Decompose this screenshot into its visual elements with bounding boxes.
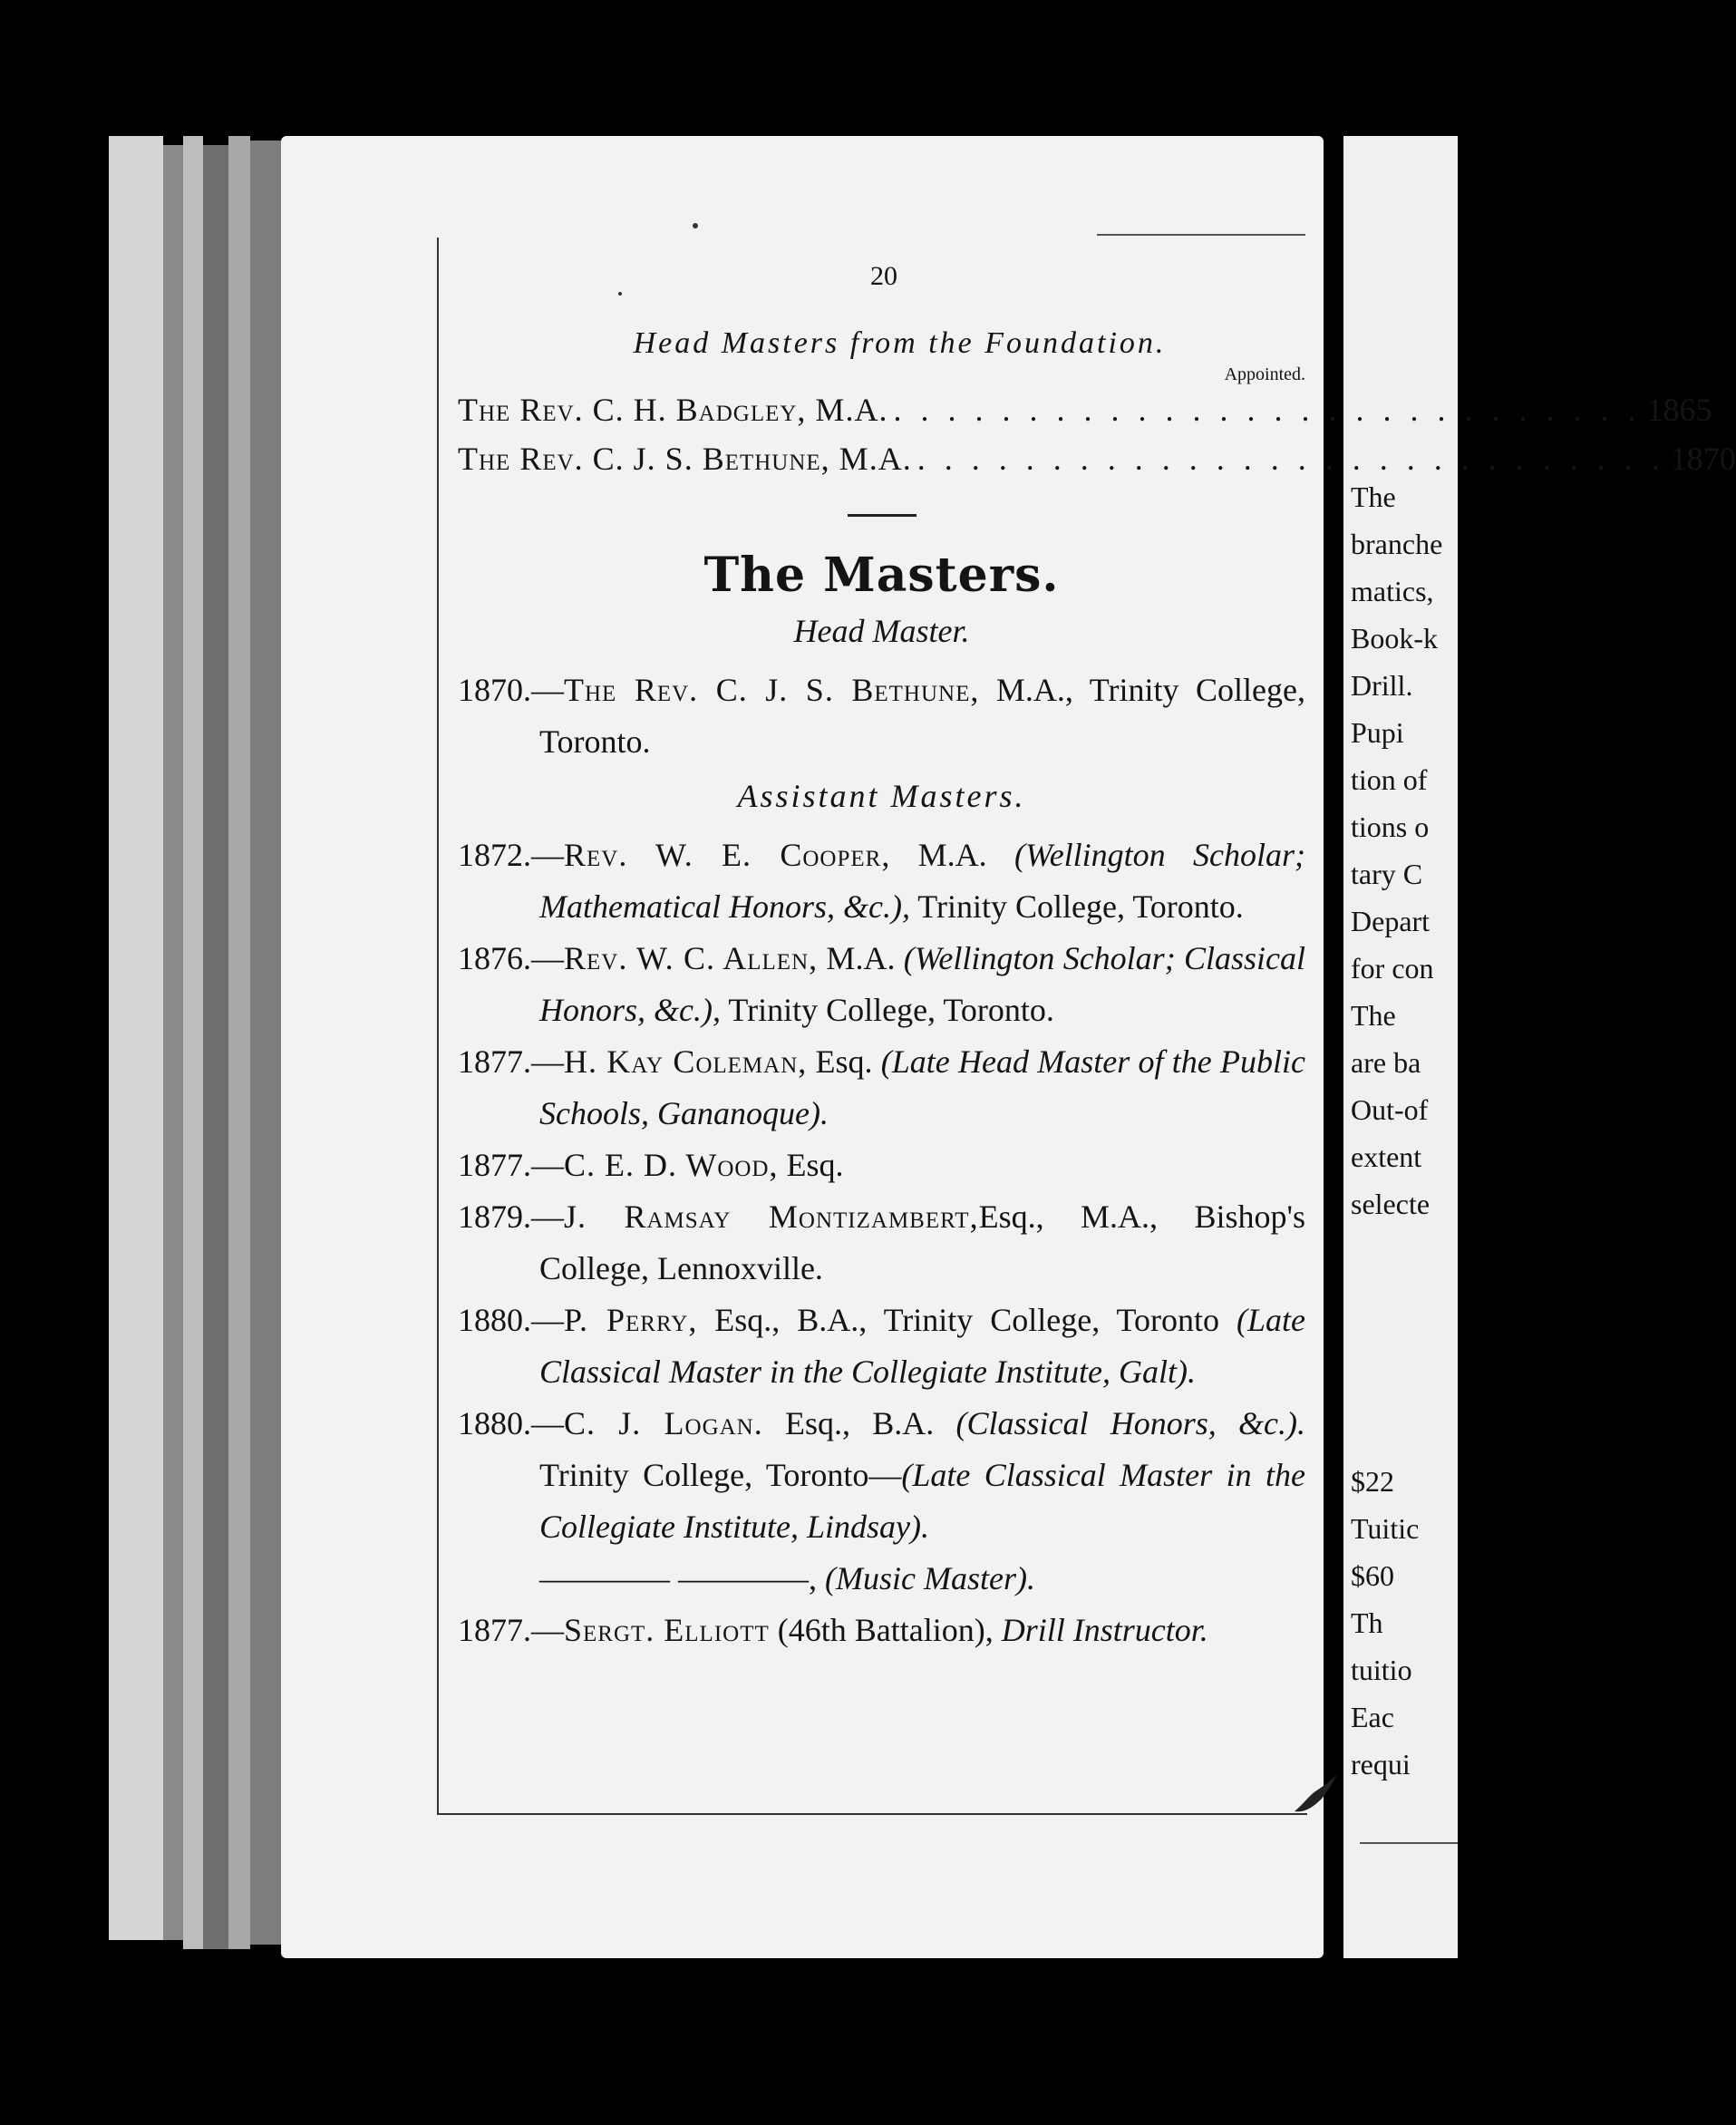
right-page-text-bottom	[1351, 1458, 1419, 1788]
entry-year: 1879.—	[458, 1198, 564, 1235]
entry-note: (Late Head Master of the Public Schools, Gananoque).	[539, 1043, 1305, 1131]
entry-year: 1872.—	[458, 837, 564, 873]
masters-title: The Masters.	[703, 548, 1060, 603]
right-line: Th	[1351, 1606, 1383, 1639]
entry-year: 1877.—	[458, 1043, 564, 1080]
entry-year: 1877.—	[458, 1612, 564, 1648]
entry-note: Drill Instructor.	[1001, 1612, 1208, 1648]
music-master-note: (Music Master).	[817, 1560, 1035, 1596]
book-edge	[228, 136, 250, 1949]
appointed-year: 1870	[1670, 441, 1736, 477]
right-page-rule	[1360, 1842, 1458, 1844]
entry-details: Esq., B.A.	[762, 1405, 956, 1441]
bottom-rule	[437, 1813, 1307, 1815]
right-line: Out-of	[1351, 1093, 1429, 1126]
book-edge	[203, 145, 228, 1949]
foundation-row	[458, 385, 1712, 434]
master-name: The Rev. C. H. Badgley, M.A.	[458, 392, 888, 428]
right-line: Book-k	[1351, 622, 1438, 655]
music-master-line	[458, 1553, 1305, 1605]
right-line: Drill.	[1351, 669, 1413, 702]
foundation-heading: Head Masters from the Foundation.	[633, 326, 1167, 360]
right-line: tion of	[1351, 763, 1428, 796]
entry-tail: Trinity College, Toronto—	[539, 1457, 902, 1493]
ink-speck	[693, 223, 698, 228]
master-entry	[458, 1191, 1305, 1295]
right-line: Tuitic	[1351, 1512, 1420, 1545]
master-entry	[458, 1605, 1305, 1656]
entry-details: Esq., B.A., Trinity College, Toronto	[697, 1302, 1237, 1338]
master-entry	[458, 1295, 1305, 1398]
right-line: tuitio	[1351, 1654, 1412, 1686]
entry-details: M.A., Trinity College, Toronto.	[539, 672, 1305, 760]
appointed-label: Appointed.	[1224, 364, 1305, 384]
entry-name: H. Kay Coleman,	[564, 1043, 808, 1080]
right-line: $22	[1351, 1465, 1394, 1498]
leader-dots: . . . . . . . . . . . . . . . . . . . . . . . . . . . .	[893, 392, 1642, 428]
entry-note: (Wellington Scholar; Classical Honors, &c.),	[539, 940, 1305, 1028]
entry-details: M.A.	[818, 940, 904, 976]
right-line: The	[1351, 999, 1396, 1032]
left-margin-rule	[437, 238, 439, 1815]
appointed-year: 1865	[1646, 392, 1712, 428]
master-entry	[458, 830, 1305, 933]
entry-note: (Classical Honors, &c.).	[955, 1405, 1305, 1441]
right-line: branche	[1351, 528, 1443, 560]
master-entry	[458, 1398, 1305, 1553]
master-entry	[458, 933, 1305, 1036]
book-edge	[183, 136, 203, 1949]
entry-note: (Wellington Scholar; Mathematical Honors, &c.),	[539, 837, 1305, 925]
entry-details: M.A.	[890, 837, 1015, 873]
right-line: extent	[1351, 1140, 1422, 1173]
leader-dots: . . . . . . . . . . . . . . . . . . . . . . . . . . . .	[916, 441, 1665, 477]
entry-name: Sergt. Elliott	[564, 1612, 770, 1648]
right-line: matics,	[1351, 575, 1434, 607]
ink-blot-icon	[1287, 1768, 1342, 1822]
master-entry	[458, 1036, 1305, 1140]
entry-tail: Trinity College, Toronto.	[721, 992, 1054, 1028]
right-line: selecte	[1351, 1188, 1431, 1220]
entry-year: 1870.—	[458, 672, 564, 708]
entry-year: 1880.—	[458, 1302, 564, 1338]
entry-details: Esq.	[807, 1043, 881, 1080]
section-divider	[848, 514, 916, 517]
right-line: Eac	[1351, 1701, 1394, 1733]
entry-details: Esq., M.A., Bishop's College, Lennoxville.	[539, 1198, 1305, 1286]
page-number: 20	[870, 261, 897, 291]
entry-year: 1880.—	[458, 1405, 564, 1441]
book-edge	[163, 145, 183, 1940]
entry-name: J. Ramsay Montizambert,	[564, 1198, 979, 1235]
right-line: are ba	[1351, 1046, 1421, 1079]
right-line: Pupi	[1351, 716, 1404, 749]
entry-name: Rev. W. C. Allen,	[564, 940, 819, 976]
entry-name: C. J. Logan.	[564, 1405, 763, 1441]
right-line: for con	[1351, 952, 1434, 985]
head-master-label: Head Master.	[793, 613, 970, 649]
entry-name: Rev. W. E. Cooper,	[564, 837, 891, 873]
master-entry	[458, 665, 1305, 768]
entry-note-continued: (Late Classical Master in the Collegiate Institute, Lindsay).	[539, 1457, 1305, 1545]
right-line: tary C	[1351, 858, 1423, 890]
right-line: tions o	[1351, 810, 1430, 843]
entry-name: C. E. D. Wood,	[564, 1147, 779, 1183]
top-rule	[1097, 234, 1305, 236]
book-edge	[250, 141, 281, 1945]
blank-name: ———— ————,	[539, 1560, 817, 1596]
entry-name: P. Perry,	[564, 1302, 698, 1338]
ink-speck	[618, 292, 622, 296]
right-line: requi	[1351, 1748, 1411, 1781]
entry-note: (Late Classical Master in the Collegiate Institute, Galt).	[539, 1302, 1305, 1390]
foundation-row	[458, 434, 1736, 483]
book-edge	[109, 136, 163, 1940]
assistant-masters-label: Assistant Masters.	[737, 778, 1026, 814]
entry-year: 1876.—	[458, 940, 564, 976]
entry-name: The Rev. C. J. S. Bethune,	[564, 672, 980, 708]
right-line: $60	[1351, 1559, 1394, 1592]
entry-year: 1877.—	[458, 1147, 564, 1183]
entry-tail: Trinity College, Toronto.	[909, 888, 1244, 925]
right-line: Depart	[1351, 905, 1431, 937]
entry-details: Esq.	[778, 1147, 844, 1183]
entry-details: (46th Battalion),	[769, 1612, 1002, 1648]
master-name: The Rev. C. J. S. Bethune, M.A.	[458, 441, 912, 477]
right-line: The	[1351, 480, 1396, 513]
master-entry	[458, 1140, 1305, 1191]
right-page-text-top	[1351, 473, 1442, 1227]
